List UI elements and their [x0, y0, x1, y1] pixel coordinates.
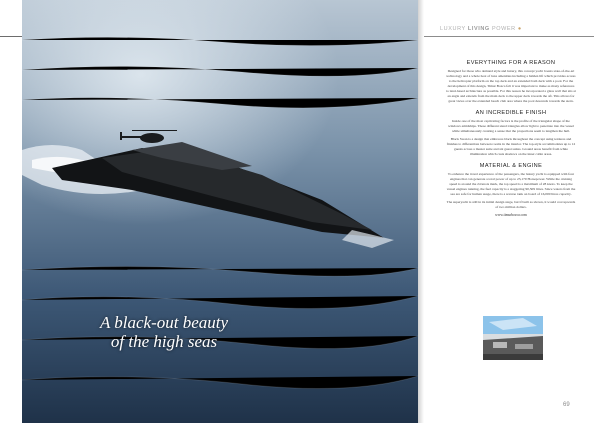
photo-caption [86, 313, 242, 351]
paragraph-engine-1: To enhance the travel experience of the passengers, the luxury yacht is equipped with four engines that can generate a total power of up to 23,170 Horsepower. While the cruising speed is around the 24 knots mark, the top speed is a maximum of 28 knots. To keep the vessel engines running, the fuel capacity is a staggering 90,509 litres. Since waters from the sea are safe for human usage, there is a reverse tank on board of 16,000 litres capacity. [446, 172, 576, 196]
website-link[interactable]: www.timurbozca.com [495, 213, 527, 217]
yacht-illustration [22, 0, 418, 423]
page-gutter-shadow [418, 0, 424, 423]
article-column [446, 60, 576, 217]
header-bullet-icon: ● [517, 26, 522, 32]
thumbnail-illustration [483, 316, 543, 360]
header-living: LIVING [467, 26, 490, 32]
yacht-photo [22, 0, 418, 423]
paragraph-engine-2: The superyacht is still in its initial design stage, but if built as shown, it would cost upwards of two million dollars. [446, 200, 576, 209]
paragraph-reason: Designed for those who demand style and luxury, this concept yacht boasts state-of-the-art technology and a whole host of luxe amenities including a hidden lift which provides access to the helicopter platform on the top deck and an extended bath deck with a pool. For the development of this design, Timur Bozca felt it was important to make as many references to land-based architecture as possible. For this reason he incorporated a glass wall that sits at an angle and extends from the main deck to the upper deck towards the aft. This allows for great views over the extended beach club area where the pool descends towards the stern. [446, 69, 576, 103]
top-rule-left [0, 36, 22, 37]
section-heading-finish: AN INCREDIBLE FINISH [475, 110, 547, 116]
interior-thumbnail-photo [483, 316, 543, 360]
paragraph-finish-1: Inside one of the most captivating factors is the profile of the triangular shape of the windows amidships. These different sized triangles allow light to penetrate into the vessel while simultaneously creating a sense that the proportions seem to lengthen the hull. [448, 119, 574, 133]
header-luxury: LUXURY [440, 26, 466, 32]
section-heading-reason: EVERYTHING FOR A REASON [466, 60, 556, 66]
header-power: POWER [491, 26, 516, 32]
page-number: 69 [563, 402, 570, 408]
paragraph-finish-2: Black Swan is a design that embraces black throughout the concept using textures and finishes to differentiate between rooms in the interior. The top-style accommodates up to 12 guests across a master suite and six guest suites. Ground areas benefit from white illumination which casts shadows on the inner cabin areas. [446, 137, 576, 156]
top-rule-right [424, 36, 594, 37]
section-heading-engine: MATERIAL & ENGINE [479, 163, 543, 169]
section-header [440, 26, 598, 32]
caption-line-2: of the high seas [110, 332, 218, 351]
caption-line-1: A black-out beauty [99, 313, 229, 332]
